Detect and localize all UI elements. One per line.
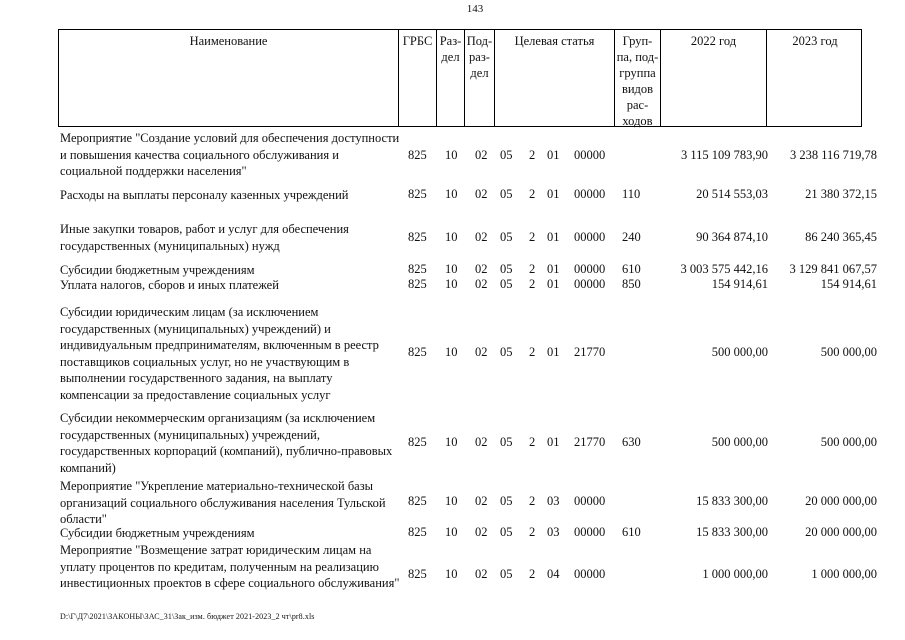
cell-grbs: 825: [408, 262, 427, 276]
header-target: [495, 30, 615, 126]
cell-podrazdel: 02: [475, 494, 488, 508]
cell-razdel: 10: [445, 525, 458, 539]
cell-razdel: 10: [445, 435, 458, 449]
cell-y2022: 154 914,61: [711, 277, 768, 291]
cell-grbs: 825: [408, 148, 427, 162]
cell-t2: 2: [529, 494, 536, 508]
cell-t3: 01: [547, 345, 560, 359]
cell-t4: 00000: [574, 230, 606, 244]
cell-podrazdel: 02: [475, 567, 488, 581]
header-grbs: [399, 30, 437, 126]
cell-y2023: 20 000 000,00: [805, 494, 877, 508]
header-target-label: Целевая статья: [514, 34, 595, 48]
cell-vr: 850: [622, 277, 641, 291]
cell-t1: 05: [500, 187, 513, 201]
cell-t1: 05: [500, 230, 513, 244]
cell-t4: 00000: [574, 262, 606, 276]
cell-grbs: 825: [408, 435, 427, 449]
header-podrazdel-label: Под- раз- дел: [466, 34, 493, 80]
cell-podrazdel: 02: [475, 187, 488, 201]
cell-t1: 05: [500, 262, 513, 276]
cell-t2: 2: [529, 148, 536, 162]
header-2022-label: 2022 год: [690, 34, 737, 48]
cell-y2022: 90 364 874,10: [696, 230, 768, 244]
cell-t4: 00000: [574, 187, 606, 201]
cell-t1: 05: [500, 567, 513, 581]
cell-y2023: 86 240 365,45: [805, 230, 877, 244]
cell-t3: 01: [547, 230, 560, 244]
cell-podrazdel: 02: [475, 148, 488, 162]
cell-y2023: 3 238 116 719,78: [789, 148, 877, 162]
row-name: Субсидии бюджетным учреждениям: [60, 263, 255, 277]
cell-t3: 01: [547, 435, 560, 449]
cell-y2022: 1 000 000,00: [702, 567, 768, 581]
cell-grbs: 825: [408, 567, 427, 581]
cell-grbs: 825: [408, 230, 427, 244]
cell-t2: 2: [529, 525, 536, 539]
cell-t2: 2: [529, 262, 536, 276]
cell-razdel: 10: [445, 494, 458, 508]
cell-t4: 00000: [574, 148, 606, 162]
cell-vr: 610: [622, 525, 641, 539]
cell-vr: 630: [622, 435, 641, 449]
cell-podrazdel: 02: [475, 435, 488, 449]
header-razdel: [437, 30, 465, 126]
header-group-label: Груп- па, под- группа видов рас- ходов: [616, 34, 659, 128]
cell-t2: 2: [529, 187, 536, 201]
row-name: Мероприятие "Создание условий для обеспечения доступности и повышения качества социального обслуживания и социальной поддержки населения": [60, 131, 400, 178]
cell-podrazdel: 02: [475, 525, 488, 539]
cell-y2023: 3 129 841 067,57: [789, 262, 877, 276]
cell-y2023: 500 000,00: [820, 435, 877, 449]
cell-y2023: 21 380 372,15: [805, 187, 877, 201]
cell-grbs: 825: [408, 525, 427, 539]
cell-vr: 610: [622, 262, 641, 276]
header-grbs-label: ГРБС: [402, 34, 433, 48]
cell-y2023: 500 000,00: [820, 345, 877, 359]
header-2022: [661, 30, 767, 126]
cell-razdel: 10: [445, 262, 458, 276]
cell-podrazdel: 02: [475, 345, 488, 359]
cell-podrazdel: 02: [475, 277, 488, 291]
cell-vr: 110: [622, 187, 641, 201]
cell-t1: 05: [500, 345, 513, 359]
cell-t3: 01: [547, 262, 560, 276]
cell-t3: 03: [547, 525, 560, 539]
cell-razdel: 10: [445, 567, 458, 581]
cell-t4: 00000: [574, 567, 606, 581]
cell-y2022: 15 833 300,00: [696, 494, 768, 508]
cell-t1: 05: [500, 435, 513, 449]
row-name: Мероприятие "Укрепление материально-технической базы организаций социального обслуживания населения Тульской области": [60, 479, 386, 526]
row-name: Субсидии некоммерческим организациям (за исключением государственных (муниципальных) учреждений, государственных корпораций (компаний), публично-правовых компаний): [60, 411, 393, 475]
row-name: Иные закупки товаров, работ и услуг для обеспечения государственных (муниципальных) нужд: [60, 222, 349, 253]
cell-t4: 00000: [574, 525, 606, 539]
cell-t2: 2: [529, 567, 536, 581]
cell-y2022: 3 115 109 783,90: [680, 148, 768, 162]
header-razdel-label: Раз- дел: [439, 34, 462, 64]
row-name: Субсидии юридическим лицам (за исключением государственных (муниципальных) учреждений) и индивидуальным предпринимателям, включенным в реестр поставщиков социальных услуг, но не участвующим в выполнении государственного задания, на выплату компенсации за предоставление социальных услуг: [60, 305, 379, 402]
cell-t3: 04: [547, 567, 560, 581]
cell-t2: 2: [529, 345, 536, 359]
cell-podrazdel: 02: [475, 230, 488, 244]
header-podrazdel: [465, 30, 495, 126]
cell-t4: 00000: [574, 277, 606, 291]
cell-razdel: 10: [445, 277, 458, 291]
cell-razdel: 10: [445, 187, 458, 201]
cell-t1: 05: [500, 148, 513, 162]
cell-t3: 01: [547, 187, 560, 201]
cell-y2022: 20 514 553,03: [696, 187, 768, 201]
table-header: [58, 29, 862, 127]
cell-y2022: 15 833 300,00: [696, 525, 768, 539]
cell-grbs: 825: [408, 345, 427, 359]
cell-t1: 05: [500, 277, 513, 291]
cell-t2: 2: [529, 277, 536, 291]
cell-y2022: 500 000,00: [711, 435, 768, 449]
cell-t1: 05: [500, 494, 513, 508]
header-group: [615, 30, 661, 126]
header-2023: [767, 30, 863, 126]
cell-t4: 21770: [574, 435, 606, 449]
row-name: Субсидии бюджетным учреждениям: [60, 526, 255, 540]
file-path-footer: D:\Г\Д7\2021\ЗАКОНЫ\ЗАС_31\Зак_изм. бюджет 2021-2023_2 чт\pr8.xls: [60, 612, 315, 621]
cell-t4: 21770: [574, 345, 606, 359]
header-name: [59, 30, 399, 126]
cell-t3: 01: [547, 277, 560, 291]
cell-grbs: 825: [408, 494, 427, 508]
cell-razdel: 10: [445, 148, 458, 162]
cell-t3: 01: [547, 148, 560, 162]
cell-y2022: 500 000,00: [711, 345, 768, 359]
cell-podrazdel: 02: [475, 262, 488, 276]
cell-t1: 05: [500, 525, 513, 539]
header-name-label: Наименование: [189, 34, 268, 48]
row-name: Уплата налогов, сборов и иных платежей: [60, 278, 279, 292]
header-2023-label: 2023 год: [792, 34, 838, 48]
cell-razdel: 10: [445, 230, 458, 244]
cell-y2023: 1 000 000,00: [811, 567, 877, 581]
cell-y2023: 154 914,61: [820, 277, 877, 291]
cell-vr: 240: [622, 230, 641, 244]
cell-t2: 2: [529, 230, 536, 244]
cell-t2: 2: [529, 435, 536, 449]
row-name: Мероприятие "Возмещение затрат юридическим лицам на уплату процентов по кредитам, полученным на реализацию инвестиционных проектов в сфере социального обслуживания": [60, 543, 400, 590]
row-name: Расходы на выплаты персоналу казенных учреждений: [60, 188, 349, 202]
cell-t3: 03: [547, 494, 560, 508]
cell-razdel: 10: [445, 345, 458, 359]
cell-y2022: 3 003 575 442,16: [680, 262, 768, 276]
page-number: 143: [466, 3, 484, 15]
cell-grbs: 825: [408, 277, 427, 291]
cell-grbs: 825: [408, 187, 427, 201]
cell-t4: 00000: [574, 494, 606, 508]
cell-y2023: 20 000 000,00: [805, 525, 877, 539]
